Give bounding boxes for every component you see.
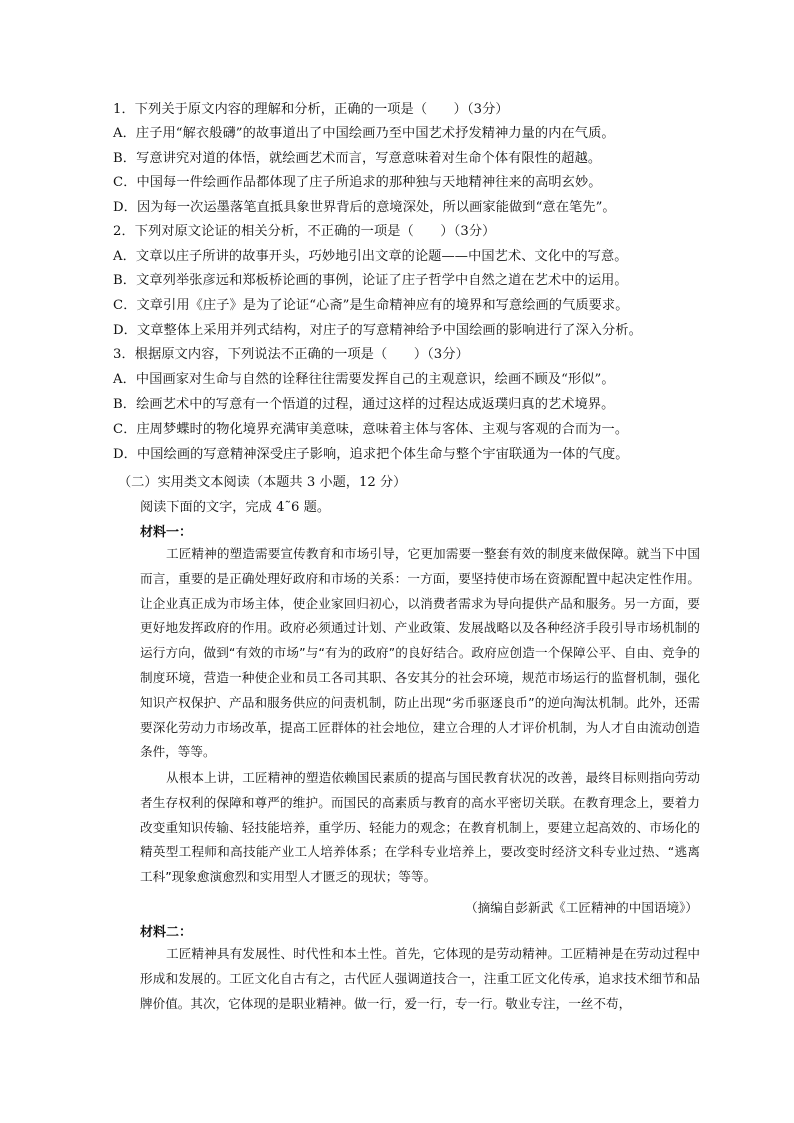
material-1-heading: 材料一： <box>140 525 193 540</box>
question-3-option-b: B．绘画艺术中的写意有一个悟道的过程，通过这样的过程达成返璞归真的艺术境界。 <box>113 397 615 412</box>
question-2-stem: 2．下列对原文论证的相关分析，不正确的一项是（ ）（3分） <box>113 224 496 239</box>
section-title: （二）实用类文本阅读（本题共 3 小题，12 分） <box>118 475 407 490</box>
question-3-option-c: C．庄周梦蝶时的物化境界充满审美意味，意味着主体与客体、主观与客观的合而为一。 <box>113 422 629 437</box>
question-2-option-c: C．文章引用《庄子》是为了论证“心斋”是生命精神应有的境界和写意绘画的气质要求。 <box>113 298 629 313</box>
question-1-option-a: A．庄子用“解衣般礴”的故事道出了中国绘画乃至中国艺术抒发精神力量的内在气质。 <box>113 126 615 141</box>
question-1-option-c: C．中国每一件绘画作品都体现了庄子所追求的那种独与天地精神往来的高明玄妙。 <box>113 175 602 190</box>
question-1-option-d: D．因为每一次运墨落笔直抵具象世界背后的意境深处，所以画家能做到“意在笔先”。 <box>113 200 616 215</box>
question-3-stem: 3．根据原文内容，下列说法不正确的一项是（ ）（3分） <box>113 347 469 362</box>
question-3-option-d: D．中国绘画的写意精神深受庄子影响，追求把个体生命与整个宇宙联通为一体的气度。 <box>113 447 629 462</box>
material-1-paragraph-2: 从根本上讲，工匠精神的塑造依赖国民素质的提高与国民教育状况的改善，最终目标则指向劳动者生存权利的保障和尊严的维护。而国民的高素质与教育的高水平密切关联。在教育理念上，要着力改变重知识传输、轻技能培养，重学历、轻能力的观念；在教育机制上，要建立起高效的、市场化的精英型工程师和高技能产业工人培养体系；在学科专业培养上，要改变时经济文科专业过热、“逃离工科”现象愈演愈烈和实用型人才匮乏的现状；等等。 <box>140 770 700 885</box>
question-2-option-b: B．文章列举张彦远和郑板桥论画的事例，论证了庄子哲学中自然之道在艺术中的运用。 <box>113 273 628 288</box>
question-3-option-a: A．中国画家对生命与自然的诠释往往需要发挥自己的主观意识，绘画不顾及“形似”。 <box>113 372 615 387</box>
material-2-heading: 材料二： <box>140 925 193 940</box>
material-1-paragraph-1: 工匠精神的塑造需要宣传教育和市场引导，它更加需要一整套有效的制度来做保障。就当下中国而言，重要的是正确处理好政府和市场的关系：一方面，要坚持使市场在资源配置中起决定性作用。让企业真正成为市场主体，使企业家回归初心，以消费者需求为导向提供产品和服务。另一方面，要更好地发挥政府的作用。政府必须通过计划、产业政策、发展战略以及各种经济手段引导市场机制的运行方向，做到“有效的市场”与“有为的政府”的良好结合。政府应创造一个保障公平、自由、竞争的制度环境，营造一种使企业和员工各司其职、各安其分的社会环境，规范市场运行的监督机制，强化知识产权保护、产品和服务供应的问责机制，防止出现“劣币驱逐良币”的逆向淘汰机制。此外，还需要深化劳动力市场改革，提高工匠群体的社会地位，建立合理的人才评价机制，为人才自由流动创造条件，等等。 <box>140 546 700 760</box>
question-2-option-d: D．文章整体上采用并列式结构，对庄子的写意精神给予中国绘画的影响进行了深入分析。 <box>113 323 642 338</box>
question-2-option-a: A．文章以庄子所讲的故事开头，巧妙地引出文章的论题——中国艺术、文化中的写意。 <box>113 249 628 264</box>
material-1-source: （摘编自彭新武《工匠精神的中国语境》） <box>465 900 698 915</box>
question-1-option-b: B．写意讲究对道的体悟，就绘画艺术而言，写意意味着对生命个体有限性的超越。 <box>113 151 602 166</box>
material-2-paragraph-1: 工匠精神具有发展性、时代性和本土性。首先，它体现的是劳动精神。工匠精神是在劳动过程中形成和发展的。工匠文化自古有之，古代匠人强调道技合一，注重工匠文化传承，追求技术细节和品牌价值。其次，它体现的是职业精神。做一行，爱一行，专一行。敬业专注，一丝不苟， <box>140 946 700 1011</box>
section-intro: 阅读下面的文字，完成 4˜6 题。 <box>140 500 331 515</box>
question-1-stem: 1．下列关于原文内容的理解和分析，正确的一项是（ ）（3分） <box>113 102 509 117</box>
